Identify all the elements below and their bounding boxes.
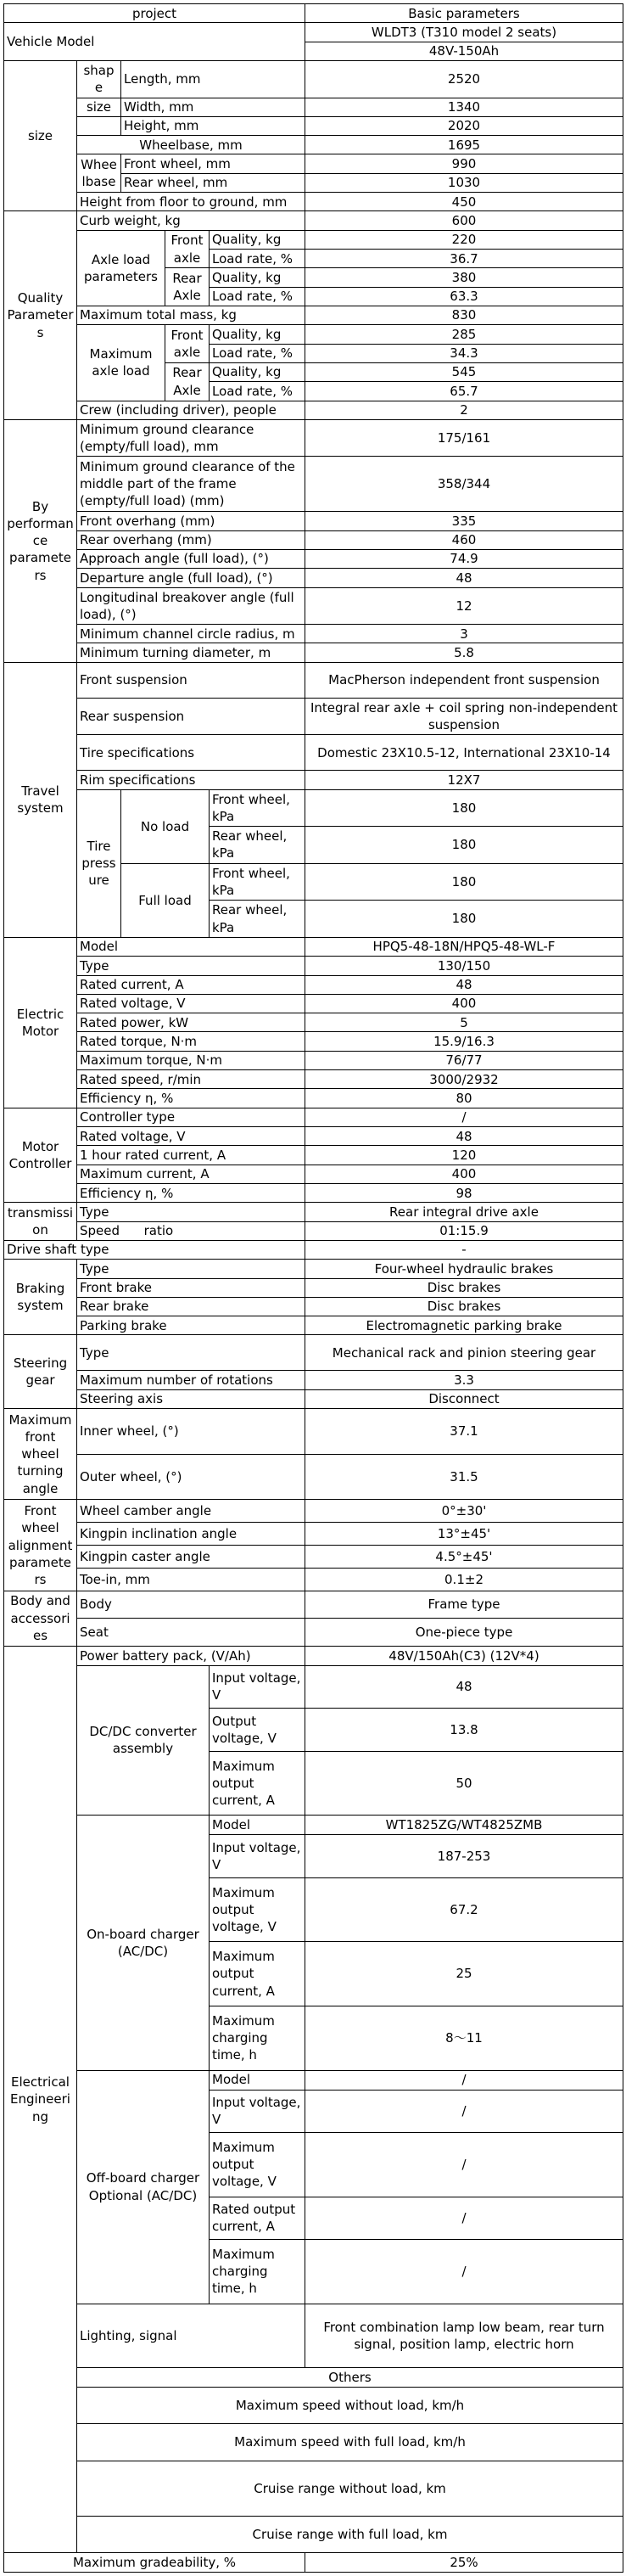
spec-value: 76/77 bbox=[305, 1051, 623, 1069]
max-axle-load-label: Maximum axle load bbox=[77, 325, 165, 401]
spec-value: 31.5 bbox=[305, 1454, 623, 1500]
spec-label: Maximum current, A bbox=[77, 1165, 305, 1183]
spec-value: 74.9 bbox=[305, 549, 623, 568]
table-row bbox=[4, 1546, 623, 1569]
spec-value: 36.7 bbox=[305, 250, 623, 268]
offboard-charger-label: Off-board charger Optional (AC/DC) bbox=[77, 2070, 210, 2304]
spec-value: 220 bbox=[305, 230, 623, 249]
vehicle-model-battery: 48V-150Ah bbox=[305, 42, 623, 60]
spec-value: 187-253 bbox=[305, 1835, 623, 1877]
spec-value: 1030 bbox=[305, 173, 623, 192]
spec-value: 450 bbox=[305, 193, 623, 211]
spec-label: Longitudinal breakover angle (full load), (°) bbox=[77, 587, 305, 625]
spec-value: / bbox=[305, 2090, 623, 2132]
spec-label: Efficiency η, % bbox=[77, 1183, 305, 1202]
table-row bbox=[4, 306, 623, 324]
table-row bbox=[4, 587, 623, 625]
spec-label: Kingpin caster angle bbox=[77, 1546, 305, 1569]
tire-pressure-label: Tire pressure bbox=[77, 789, 121, 937]
rear-axle-label: Rear Axle bbox=[165, 268, 210, 306]
spec-label: Outer wheel, (°) bbox=[77, 1454, 305, 1500]
table-row bbox=[4, 2387, 623, 2424]
onboard-charger-label: On-board charger (AC/DC) bbox=[77, 1816, 210, 2070]
spec-label: Lighting, signal bbox=[77, 2304, 305, 2368]
spec-value: 180 bbox=[305, 789, 623, 827]
body-section-label: Body and accessories bbox=[4, 1591, 77, 1646]
spec-value: Domestic 23X10.5-12, International 23X10-14 bbox=[305, 735, 623, 771]
table-row bbox=[4, 60, 623, 98]
size-size-label: size bbox=[77, 98, 121, 116]
spec-label: Cruise range with full load, km bbox=[77, 2516, 623, 2553]
spec-label: Maximum number of rotations bbox=[77, 1371, 305, 1389]
spec-value: 1340 bbox=[305, 98, 623, 116]
spec-label: Maximum gradeability, % bbox=[4, 2553, 305, 2573]
spec-label: Front suspension bbox=[77, 662, 305, 698]
spec-label: Maximum output voltage, V bbox=[210, 2133, 305, 2197]
spec-label: Load rate, % bbox=[210, 382, 305, 401]
spec-value: Front combination lamp low beam, rear turn signal, position lamp, electric horn bbox=[305, 2304, 623, 2368]
table-row bbox=[4, 2516, 623, 2553]
spec-value: 8～11 bbox=[305, 2006, 623, 2070]
spec-value: 37.1 bbox=[305, 1409, 623, 1455]
spec-value: One-piece type bbox=[305, 1619, 623, 1646]
spec-value: 175/161 bbox=[305, 419, 623, 457]
performance-section-label: By performance parameters bbox=[4, 419, 77, 662]
spec-label: Minimum channel circle radius, m bbox=[77, 625, 305, 643]
table-row bbox=[4, 975, 623, 994]
spec-value: / bbox=[305, 2070, 623, 2090]
table-row bbox=[4, 2368, 623, 2387]
spec-label: Height, mm bbox=[121, 116, 305, 135]
table-row bbox=[4, 1371, 623, 1389]
spec-value: 3 bbox=[305, 625, 623, 643]
spec-label: Approach angle (full load), (°) bbox=[77, 549, 305, 568]
vehicle-model-value: WLDT3 (T310 model 2 seats) bbox=[305, 23, 623, 42]
table-row bbox=[4, 1816, 623, 1835]
spec-value: Four-wheel hydraulic brakes bbox=[305, 1260, 623, 1278]
header-params: Basic parameters bbox=[305, 4, 623, 23]
table-row bbox=[4, 569, 623, 587]
spec-label: Quality, kg bbox=[210, 362, 305, 381]
table-row bbox=[4, 1569, 623, 1591]
spec-value: / bbox=[305, 2197, 623, 2239]
table-row bbox=[4, 937, 623, 956]
spec-value: 130/150 bbox=[305, 957, 623, 975]
table-row bbox=[4, 98, 623, 116]
spec-label: Type bbox=[77, 1203, 305, 1221]
spec-value: 13.8 bbox=[305, 1709, 623, 1751]
table-row bbox=[4, 957, 623, 975]
table-row bbox=[4, 1646, 623, 1665]
size-shape-label: shape bbox=[77, 60, 121, 98]
spec-value: 15.9/16.3 bbox=[305, 1032, 623, 1051]
table-row bbox=[4, 2070, 623, 2090]
spec-value: 25% bbox=[305, 2553, 623, 2573]
table-row bbox=[4, 2553, 623, 2573]
turning-section-label: Maximum front wheel turning angle bbox=[4, 1409, 77, 1500]
table-row bbox=[4, 1260, 623, 1278]
table-row bbox=[4, 457, 623, 512]
spec-value: 34.3 bbox=[305, 344, 623, 362]
spec-value: 12 bbox=[305, 587, 623, 625]
spec-value: 120 bbox=[305, 1146, 623, 1165]
spec-value: Disconnect bbox=[305, 1389, 623, 1408]
transmission-section-label: transmission bbox=[4, 1203, 77, 1241]
spec-value: 180 bbox=[305, 863, 623, 901]
table-row bbox=[4, 1335, 623, 1371]
table-row bbox=[4, 698, 623, 735]
spec-label: Output voltage, V bbox=[210, 1709, 305, 1751]
spec-value: 80 bbox=[305, 1089, 623, 1108]
spec-label: Width, mm bbox=[121, 98, 305, 116]
table-row bbox=[4, 1070, 623, 1089]
spec-value: / bbox=[305, 2133, 623, 2197]
table-row bbox=[4, 2304, 623, 2368]
travel-section-label: Travel system bbox=[4, 662, 77, 937]
table-row bbox=[4, 1013, 623, 1032]
spec-label: Rated voltage, V bbox=[77, 1127, 305, 1146]
spec-label: Minimum ground clearance (empty/full load), mm bbox=[77, 419, 305, 457]
spec-value: 48 bbox=[305, 1127, 623, 1146]
table-row bbox=[4, 512, 623, 530]
spec-label: Rear wheel, kPa bbox=[210, 901, 305, 938]
spec-value: 48 bbox=[305, 569, 623, 587]
table-row bbox=[4, 1032, 623, 1051]
spec-value: 12X7 bbox=[305, 771, 623, 789]
spec-label: Rated power, kW bbox=[77, 1013, 305, 1032]
spec-label: Minimum turning diameter, m bbox=[77, 643, 305, 662]
spec-value: HPQ5-48-18N/HPQ5-48-WL-F bbox=[305, 937, 623, 956]
spec-label: Maximum charging time, h bbox=[210, 2006, 305, 2070]
spec-value: Rear integral drive axle bbox=[305, 1203, 623, 1221]
spec-value: 830 bbox=[305, 306, 623, 324]
table-row bbox=[4, 23, 623, 42]
wheelbase-group-label: Wheelbase bbox=[77, 154, 121, 193]
spec-label: Crew (including driver), people bbox=[77, 401, 305, 419]
spec-value: Electromagnetic parking brake bbox=[305, 1316, 623, 1335]
spec-value: 335 bbox=[305, 512, 623, 530]
spec-value: 3000/2932 bbox=[305, 1070, 623, 1089]
table-row bbox=[4, 1240, 623, 1259]
spec-label: Maximum total mass, kg bbox=[77, 306, 305, 324]
table-row bbox=[4, 1316, 623, 1335]
spec-value: WT1825ZG/WT4825ZMB bbox=[305, 1816, 623, 1835]
spec-value: 48 bbox=[305, 975, 623, 994]
full-load-label: Full load bbox=[121, 863, 210, 937]
drive-shaft-label: Drive shaft type bbox=[4, 1240, 305, 1259]
table-row bbox=[4, 1619, 623, 1646]
spec-label: Type bbox=[77, 1260, 305, 1278]
spec-label: Rated torque, N·m bbox=[77, 1032, 305, 1051]
spec-value: 180 bbox=[305, 901, 623, 938]
spec-label: Length, mm bbox=[121, 60, 305, 98]
alignment-section-label: Front wheel alignment parameters bbox=[4, 1500, 77, 1591]
spec-label: Model bbox=[77, 937, 305, 956]
table-row bbox=[4, 1127, 623, 1146]
table-row bbox=[4, 549, 623, 568]
rear-axle-label: Rear Axle bbox=[165, 362, 210, 401]
spec-value: 0.1±2 bbox=[305, 1569, 623, 1591]
table-row bbox=[4, 1051, 623, 1069]
spec-label: Quality, kg bbox=[210, 325, 305, 344]
spec-value: 460 bbox=[305, 530, 623, 549]
table-row bbox=[4, 643, 623, 662]
spec-label: Front wheel, kPa bbox=[210, 863, 305, 901]
table-row bbox=[4, 1454, 623, 1500]
spec-label: Speed ratio bbox=[77, 1221, 305, 1240]
spec-value: 1695 bbox=[305, 136, 623, 154]
spec-label: Rear brake bbox=[77, 1297, 305, 1316]
spec-label: Steering axis bbox=[77, 1389, 305, 1408]
spec-label: Wheel camber angle bbox=[77, 1500, 305, 1523]
front-axle-label: Front axle bbox=[165, 325, 210, 363]
spec-label: Rear wheel, kPa bbox=[210, 827, 305, 864]
table-row bbox=[4, 1297, 623, 1316]
spec-value: 65.7 bbox=[305, 382, 623, 401]
spec-value: 0°±30' bbox=[305, 1500, 623, 1523]
spec-label: Maximum speed without load, km/h bbox=[77, 2387, 623, 2424]
table-row bbox=[4, 1183, 623, 1202]
spec-label: Input voltage, V bbox=[210, 1665, 305, 1708]
spec-label: Model bbox=[210, 1816, 305, 1835]
spec-label: Rated output current, A bbox=[210, 2197, 305, 2239]
spec-value: 50 bbox=[305, 1751, 623, 1816]
spec-value: 358/344 bbox=[305, 457, 623, 512]
table-row bbox=[4, 994, 623, 1013]
table-row bbox=[4, 771, 623, 789]
axle-load-label: Axle load parameters bbox=[77, 230, 165, 306]
table-row bbox=[4, 1523, 623, 1546]
spec-value: 98 bbox=[305, 1183, 623, 1202]
spec-label: Rated current, A bbox=[77, 975, 305, 994]
spec-label: Input voltage, V bbox=[210, 2090, 305, 2132]
spec-value: Disc brakes bbox=[305, 1278, 623, 1297]
braking-section-label: Braking system bbox=[4, 1260, 77, 1335]
spec-label: Rated voltage, V bbox=[77, 994, 305, 1013]
drive-shaft-value: - bbox=[305, 1240, 623, 1259]
spec-label: Front overhang (mm) bbox=[77, 512, 305, 530]
vehicle-model-label: Vehicle Model bbox=[4, 23, 305, 61]
spec-value: 600 bbox=[305, 211, 623, 230]
spec-label: Height from floor to ground, mm bbox=[77, 193, 305, 211]
spec-value: 63.3 bbox=[305, 287, 623, 306]
spec-label: Type bbox=[77, 1335, 305, 1371]
spec-label: Cruise range without load, km bbox=[77, 2461, 623, 2516]
spec-label: Maximum output current, A bbox=[210, 1942, 305, 2006]
spec-value: / bbox=[305, 2240, 623, 2304]
spec-label: Controller type bbox=[77, 1108, 305, 1126]
spec-label: Maximum output current, A bbox=[210, 1751, 305, 1816]
spec-label: Minimum ground clearance of the middle part of the frame (empty/full load) (mm) bbox=[77, 457, 305, 512]
spec-value: Disc brakes bbox=[305, 1297, 623, 1316]
spec-label: Inner wheel, (°) bbox=[77, 1409, 305, 1455]
spec-label: Kingpin inclination angle bbox=[77, 1523, 305, 1546]
others-section-label: Others bbox=[77, 2368, 623, 2387]
header-row bbox=[4, 4, 623, 23]
spec-label: Curb weight, kg bbox=[77, 211, 305, 230]
table-row bbox=[4, 662, 623, 698]
spec-label: Maximum speed with full load, km/h bbox=[77, 2424, 623, 2461]
spec-value: 13°±45' bbox=[305, 1523, 623, 1546]
spec-value: 2020 bbox=[305, 116, 623, 135]
table-row bbox=[4, 1089, 623, 1108]
table-row bbox=[4, 325, 623, 344]
electrical-section-label: Electrical Engineering bbox=[4, 1646, 77, 2552]
quality-section-label: Quality Parameters bbox=[4, 211, 77, 419]
spec-label: Load rate, % bbox=[210, 344, 305, 362]
spec-value: 2 bbox=[305, 401, 623, 419]
spec-label: Rear suspension bbox=[77, 698, 305, 735]
table-row bbox=[4, 230, 623, 249]
spec-value: 48V/150Ah(C3) (12V*4) bbox=[305, 1646, 623, 1665]
table-row bbox=[4, 193, 623, 211]
table-row bbox=[4, 1278, 623, 1297]
table-row bbox=[4, 735, 623, 771]
table-row bbox=[4, 401, 623, 419]
spec-value: Mechanical rack and pinion steering gear bbox=[305, 1335, 623, 1371]
spec-label: Front brake bbox=[77, 1278, 305, 1297]
spec-label: Model bbox=[210, 2070, 305, 2090]
dcdc-label: DC/DC converter assembly bbox=[77, 1665, 210, 1815]
spec-label: Rim specifications bbox=[77, 771, 305, 789]
spec-value: Integral rear axle + coil spring non-independent suspension bbox=[305, 698, 623, 735]
spec-value: 3.3 bbox=[305, 1371, 623, 1389]
table-row bbox=[4, 1108, 623, 1126]
spec-value: 990 bbox=[305, 154, 623, 173]
size-section-label: size bbox=[4, 60, 77, 210]
spec-label: Load rate, % bbox=[210, 287, 305, 306]
spec-value: 5 bbox=[305, 1013, 623, 1032]
table-row bbox=[4, 1146, 623, 1165]
spec-value: 4.5°±45' bbox=[305, 1546, 623, 1569]
table-row bbox=[4, 1203, 623, 1221]
table-row bbox=[4, 1409, 623, 1455]
spec-label: Rated speed, r/min bbox=[77, 1070, 305, 1089]
table-row bbox=[4, 1591, 623, 1618]
steering-section-label: Steering gear bbox=[4, 1335, 77, 1409]
spec-value: 400 bbox=[305, 994, 623, 1013]
spec-label: Front wheel, kPa bbox=[210, 789, 305, 827]
spec-value: 25 bbox=[305, 1942, 623, 2006]
spec-value: 2520 bbox=[305, 60, 623, 98]
spec-value: 67.2 bbox=[305, 1877, 623, 1942]
spec-value: MacPherson independent front suspension bbox=[305, 662, 623, 698]
table-row bbox=[4, 419, 623, 457]
spec-value: 380 bbox=[305, 268, 623, 287]
spec-label: Tire specifications bbox=[77, 735, 305, 771]
table-row bbox=[4, 1389, 623, 1408]
spec-label: Front wheel, mm bbox=[121, 154, 305, 173]
no-load-label: No load bbox=[121, 789, 210, 863]
spec-value: 545 bbox=[305, 362, 623, 381]
spec-label: Type bbox=[77, 957, 305, 975]
spec-label: Departure angle (full load), (°) bbox=[77, 569, 305, 587]
spec-value: 400 bbox=[305, 1165, 623, 1183]
table-row bbox=[4, 1165, 623, 1183]
spec-label: Quality, kg bbox=[210, 268, 305, 287]
motor-section-label: Electric Motor bbox=[4, 937, 77, 1108]
spec-label: Load rate, % bbox=[210, 250, 305, 268]
spec-value: 285 bbox=[305, 325, 623, 344]
table-row bbox=[4, 625, 623, 643]
spec-label: Maximum torque, N·m bbox=[77, 1051, 305, 1069]
spec-label: Body bbox=[77, 1591, 305, 1618]
spec-label: Rear wheel, mm bbox=[121, 173, 305, 192]
table-row bbox=[4, 1500, 623, 1523]
spec-label: Parking brake bbox=[77, 1316, 305, 1335]
table-row bbox=[4, 1665, 623, 1708]
table-row bbox=[4, 789, 623, 827]
table-row bbox=[4, 136, 623, 154]
spec-value: 48 bbox=[305, 1665, 623, 1708]
table-row bbox=[4, 530, 623, 549]
table-row bbox=[4, 2461, 623, 2516]
front-axle-label: Front axle bbox=[165, 230, 210, 268]
header-project: project bbox=[4, 4, 305, 23]
spec-label: Efficiency η, % bbox=[77, 1089, 305, 1108]
spec-value: 01:15.9 bbox=[305, 1221, 623, 1240]
spec-label: Quality, kg bbox=[210, 230, 305, 249]
spec-value: 180 bbox=[305, 827, 623, 864]
table-row bbox=[4, 2424, 623, 2461]
spec-value: 5.8 bbox=[305, 643, 623, 662]
spec-label: Maximum output voltage, V bbox=[210, 1877, 305, 1942]
spec-value: Frame type bbox=[305, 1591, 623, 1618]
spec-label: Rear overhang (mm) bbox=[77, 530, 305, 549]
spec-label: 1 hour rated current, A bbox=[77, 1146, 305, 1165]
spec-label: Power battery pack, (V/Ah) bbox=[77, 1646, 305, 1665]
spec-label: Maximum charging time, h bbox=[210, 2240, 305, 2304]
controller-section-label: Motor Controller bbox=[4, 1108, 77, 1203]
table-row bbox=[4, 154, 623, 173]
spec-label: Toe-in, mm bbox=[77, 1569, 305, 1591]
table-row bbox=[4, 211, 623, 230]
spec-label: Seat bbox=[77, 1619, 305, 1646]
spec-label: Input voltage, V bbox=[210, 1835, 305, 1877]
vehicle-spec-table bbox=[3, 3, 623, 2573]
spec-value: / bbox=[305, 1108, 623, 1126]
spec-label: Wheelbase, mm bbox=[77, 136, 305, 154]
table-row bbox=[4, 1221, 623, 1240]
table-row bbox=[4, 116, 623, 135]
